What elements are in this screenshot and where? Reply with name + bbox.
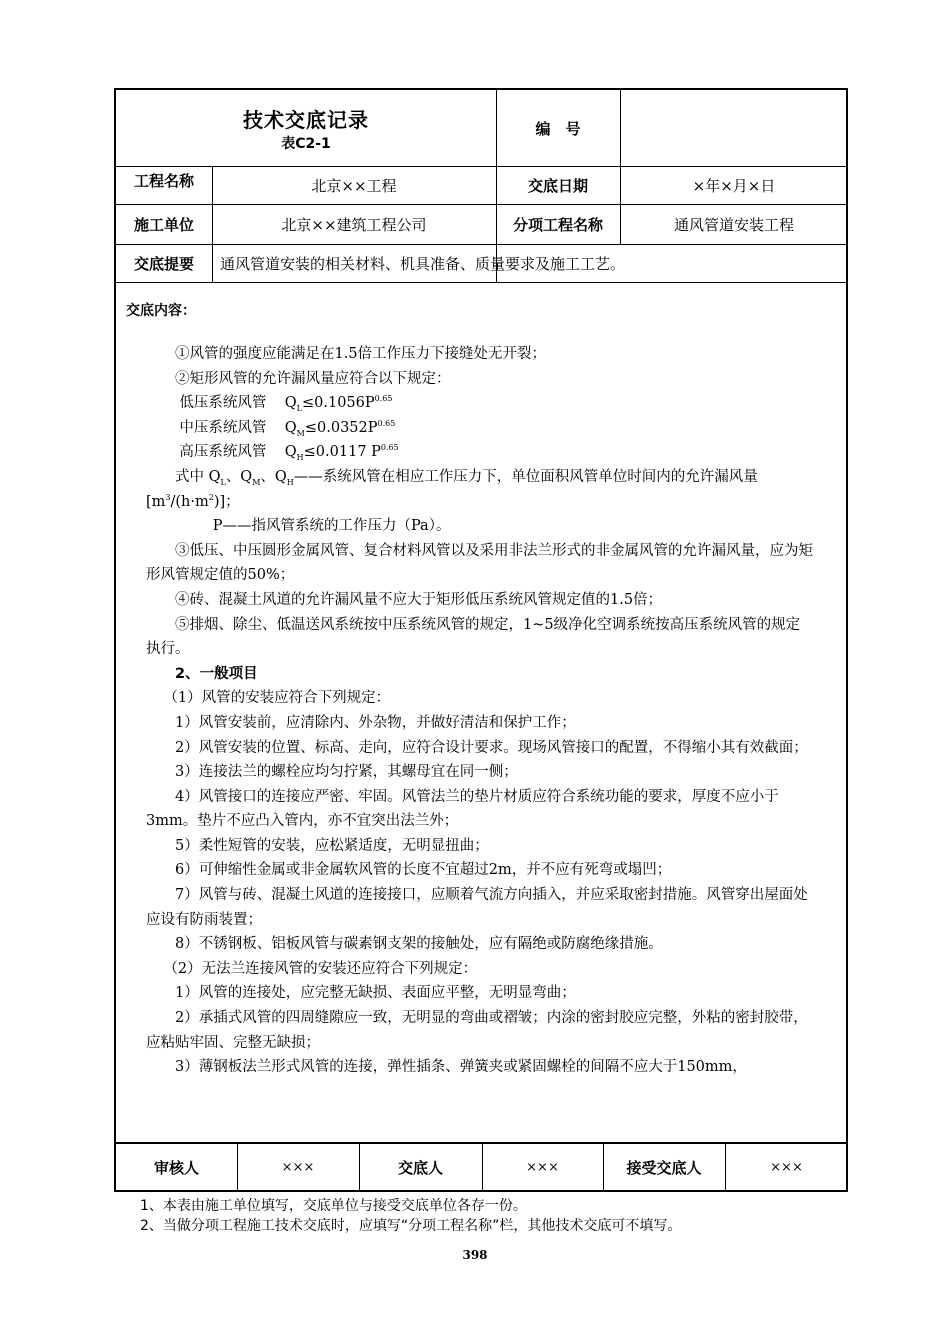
content-label: 交底内容： — [126, 303, 196, 319]
reviewer-value[interactable]: ××× — [281, 1159, 315, 1175]
form-title-block — [116, 90, 496, 166]
formula-q: Q — [284, 419, 297, 436]
content-line: 1）风管安装前，应清除内、外杂物，并做好清洁和保护工作； — [175, 714, 576, 731]
summary-label: 交底提要 — [133, 254, 194, 273]
content-line: 8）不锈钢板、铝板风管与碳素钢支架的接触处，应有隔绝或防腐绝缘措施。 — [175, 936, 663, 953]
number-label: 编 号 — [535, 119, 581, 138]
rule — [116, 282, 846, 283]
section-heading: 2、一般项目 — [175, 665, 258, 682]
where-text: )]； — [213, 493, 240, 510]
discloser-label: 交底人 — [397, 1158, 443, 1177]
formula-exp: 0.65 — [380, 443, 399, 453]
where-sub: L — [220, 477, 226, 487]
formula-q: Q — [284, 395, 297, 412]
where-text: ——系统风管在相应工作压力下，单位面积风管单位时间内的允许漏风量[m — [146, 468, 758, 510]
discloser-value[interactable]: ××× — [526, 1159, 559, 1175]
where-text: /(h·m — [170, 493, 209, 510]
content-line: 2）承插式风管的四周缝隙应一致，无明显的弯曲或褶皱；内涂的密封胶应完整，外粘的密封胶带，应粘贴牢固、完整无缺损； — [146, 1010, 808, 1051]
content-line: 4）风管接口的连接应严密、牢固。风管法兰的垫片材质应符合系统功能的要求，厚度不应小于3mm。垫片不应凸入管内，亦不宜突出法兰外； — [146, 788, 779, 830]
formula-rest: ≤0.0352P — [304, 419, 378, 436]
formula-q: Q — [284, 444, 297, 461]
subproject-value[interactable]: 通风管道安装工程 — [673, 215, 794, 234]
content-body — [146, 342, 814, 1080]
content-line: （1）风管的安装应符合下列规定： — [163, 690, 391, 707]
formula-where — [146, 465, 814, 514]
formula-low — [146, 391, 814, 416]
where-text: 、Q — [225, 468, 253, 485]
content-line: ①风管的强度应能满足在1.5倍工作压力下接缝处无开裂； — [175, 346, 547, 362]
formula-label: 低压系统风管 — [179, 395, 267, 412]
where-sub: H — [286, 477, 294, 487]
form-title: 技术交底记录 — [243, 107, 369, 132]
content-line: ④砖、混凝土风道的允许漏风量不应大于矩形低压系统风管规定值的1.5倍； — [175, 591, 663, 608]
where-text: 、Q — [260, 468, 287, 485]
where-sup: 2 — [208, 492, 214, 502]
note-2: 2、当做分项工程施工技术交底时，应填写“分项工程名称”栏，其他技术交底可不填写。 — [140, 1218, 682, 1234]
formula-label: 中压系统风管 — [179, 419, 267, 436]
reviewer-label: 审核人 — [153, 1158, 199, 1177]
formula-high — [146, 440, 814, 465]
content-line: P——指风管系统的工作压力（Pa）。 — [212, 518, 451, 535]
number-value[interactable] — [620, 90, 848, 166]
date-value[interactable]: ×年×月×日 — [692, 176, 776, 195]
where-sup: 3 — [165, 492, 171, 502]
where-text: 式中 Q — [175, 468, 221, 485]
summary-value[interactable]: 通风管道安装的相关材料、机具准备、质量要求及施工工艺。 — [220, 254, 626, 273]
content-line: 3）连接法兰的螺栓应均匀拧紧，其螺母宜在同一侧； — [175, 764, 518, 781]
formula-sub: M — [296, 428, 305, 438]
form-code: 表C2-1 — [281, 135, 331, 152]
content-line: 5）柔性短管的安装，应松紧适度，无明显扭曲； — [175, 837, 489, 854]
date-label: 交底日期 — [527, 176, 588, 195]
content-line: 2）风管安装的位置、标高、走向，应符合设计要求。现场风管接口的配置，不得缩小其有效截面； — [175, 739, 808, 756]
content-line: 6）可伸缩性金属或非金属软风管的长度不宜超过2m，并不应有死弯或塌凹； — [175, 862, 672, 879]
page-number: 398 — [462, 1248, 488, 1262]
formula-rest: ≤0.0117 P — [303, 444, 381, 461]
note-1: 1、本表由施工单位填写，交底单位与接受交底单位各存一份。 — [140, 1198, 527, 1214]
formula-mid — [146, 416, 814, 441]
content-line: ③低压、中压圆形金属风管、复合材料风管以及采用非法兰形式的非金属风管的允许漏风量，应为矩形风管规定值的50%； — [146, 542, 813, 584]
contractor-value[interactable]: 北京××建筑工程公司 — [281, 215, 427, 234]
project-name-value[interactable]: 北京××工程 — [311, 176, 397, 195]
receiver-label: 接受交底人 — [626, 1158, 702, 1177]
content-line: 7）风管与砖、混凝土风道的连接接口，应顺着气流方向插入，并应采取密封措施。风管穿出屋面处应设有防雨装置； — [146, 887, 808, 928]
content-line: ②矩形风管的允许漏风量应符合以下规定： — [175, 370, 451, 387]
receiver-value[interactable]: ××× — [770, 1159, 803, 1175]
subproject-label: 分项工程名称 — [512, 215, 603, 234]
disclosure-form — [114, 88, 848, 1192]
formula-sub: L — [296, 404, 302, 414]
formula-exp: 0.65 — [374, 394, 393, 404]
formula-label: 高压系统风管 — [179, 444, 267, 461]
content-line: 1）风管的连接处，应完整无缺损、表面应平整，无明显弯曲； — [175, 985, 576, 1002]
content-line: （2）无法兰连接风管的安装还应符合下列规定： — [163, 960, 478, 977]
content-line: ⑤排烟、除尘、低温送风系统按中压系统风管的规定，1~5级净化空调系统按高压系统风管的规定执行。 — [146, 616, 801, 658]
formula-exp: 0.65 — [377, 418, 396, 428]
where-sub: M — [252, 477, 261, 487]
formula-sub: H — [296, 453, 304, 463]
form-notes — [140, 1196, 681, 1236]
project-name-label: 工程名称 — [133, 172, 194, 190]
content-line: 3）薄钢板法兰形式风管的连接，弹性插条、弹簧夹或紧固螺栓的间隔不应大于150mm， — [175, 1059, 747, 1076]
formula-rest: ≤0.1056P — [301, 395, 375, 412]
contractor-label: 施工单位 — [133, 215, 194, 234]
